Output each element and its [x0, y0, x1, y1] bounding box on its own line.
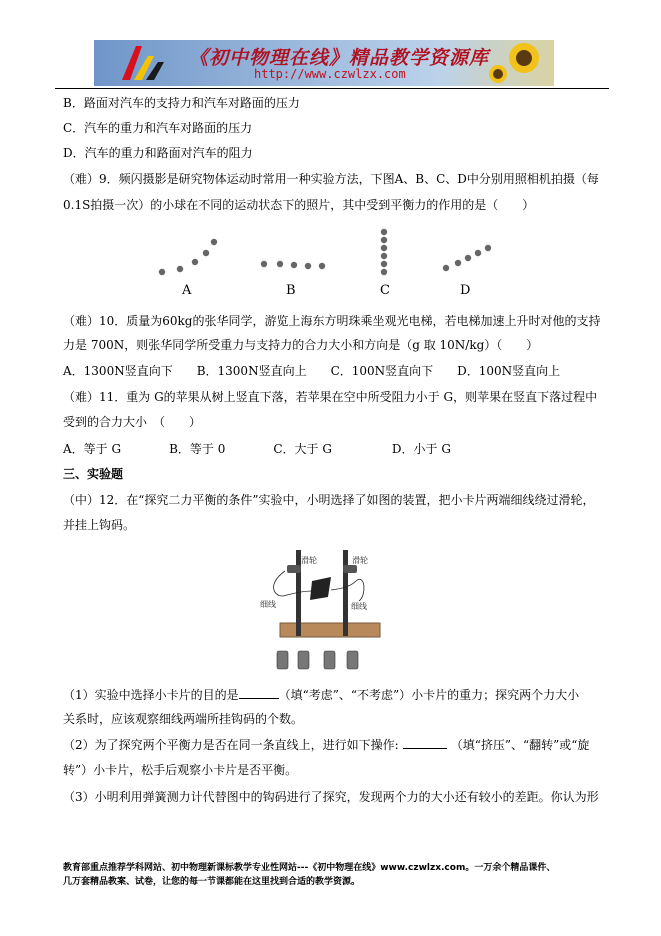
- blank-2: [403, 748, 447, 749]
- figure-q9: [150, 222, 500, 298]
- part-1-prefix: （1）实验中选择小卡片的目的是: [63, 688, 239, 702]
- question-11-options: A．等于 G B．等于 0 C．大于 G D．小于 G: [63, 442, 451, 456]
- question-10-options: A．1300N竖直向下 B．1300N竖直向上 C．100N竖直向下 D．100N竖直向上: [63, 364, 561, 378]
- part-2-suffix: （填“挤压”、“翻转”或“旋: [450, 738, 590, 752]
- header-banner: [94, 40, 554, 86]
- question-11-line2: 受到的合力大小 （ ）: [63, 415, 202, 429]
- string-right-label: 细线: [351, 602, 367, 611]
- right-rod: [343, 550, 348, 636]
- footer-line1: 教育部重点推荐学科网站、初中物理新课标教学专业性网站---《初中物理在线》www.czwlzx.com。一万余个精品课件、: [63, 863, 556, 873]
- paper-card: [310, 577, 331, 600]
- motion-b: [261, 261, 325, 269]
- label-a: A: [182, 283, 192, 298]
- label-c: C: [380, 283, 390, 298]
- motion-a: [159, 239, 217, 275]
- logo-icon: [114, 40, 174, 86]
- pulley-right-label: 滑轮: [352, 556, 368, 565]
- blank-1: [239, 698, 279, 699]
- section-heading: 三、实验题: [63, 467, 124, 481]
- label-d: D: [460, 283, 471, 298]
- header-rule: [55, 88, 609, 89]
- motion-c: [381, 229, 387, 275]
- part-2-line2: 转”）小卡片，松手后观察小卡片是否平衡。: [63, 763, 298, 777]
- left-string: [274, 571, 312, 596]
- footer-line2: 几万套精品教案、试卷，让您的每一节课都能在这里找到合适的教学资源。: [63, 877, 361, 887]
- question-10-line1: （难）10．质量为60kg的张华同学，游览上海东方明珠乘坐观光电梯，若电梯加速上升时对他的支持: [63, 314, 601, 328]
- question-9-line2: 0.1S拍摄一次）的小球在不同的运动状态下的照片，其中受到平衡力的作用的是（ ）: [63, 198, 535, 212]
- hook-weights-icon: [277, 651, 358, 669]
- question-11-line1: （难）11．重为 G的苹果从树上竖直下落，若苹果在空中所受阻力小于 G，则苹果在竖直下落过程中: [63, 390, 598, 404]
- part-3-line1: （3）小明利用弹簧测力计代替图中的钩码进行了探究，发现两个力的大小还有较小的差距。你认为形: [63, 790, 599, 804]
- label-b: B: [286, 283, 296, 298]
- motion-d: [443, 245, 491, 271]
- part-2-prefix: （2）为了探究两个平衡力是否在同一条直线上，进行如下操作:: [63, 738, 399, 752]
- part-1-line1: [63, 687, 579, 703]
- option-c-line: C．汽车的重力和汽车对路面的压力: [63, 121, 253, 135]
- banner-title: 《初中物理在线》精品教学资源库: [189, 47, 490, 69]
- pulley-left-label: 滑轮: [301, 556, 317, 565]
- part-1-suffix: （填“考虑”、“不考虑”）小卡片的重力；探究两个力大小: [278, 688, 580, 702]
- right-pulley-icon: [343, 565, 357, 573]
- question-12-line2: 并挂上钩码。: [63, 518, 136, 532]
- figure-q12-apparatus: [255, 545, 385, 675]
- option-b-line: B．路面对汽车的支持力和汽车对路面的压力: [63, 96, 300, 110]
- part-1-line2: 关系时，应该观察细线两端所挂钩码的个数。: [63, 712, 304, 726]
- string-left-label: 细线: [260, 600, 276, 609]
- question-10-line2: 力是 700N，则张华同学所受重力与支持力的合力大小和方向是（g 取 10N/kg）（ ）: [63, 338, 539, 352]
- sunflower-icon: [484, 40, 554, 86]
- question-9-line1: （难）9．频闪摄影是研究物体运动时常用一种实验方法，下图A、B、C、D中分别用照相机拍摄（每: [63, 172, 599, 186]
- left-pulley-icon: [287, 565, 301, 573]
- banner-url[interactable]: http://www.czwlzx.com: [254, 67, 406, 81]
- wooden-base: [280, 623, 380, 637]
- footer: [63, 861, 603, 889]
- option-d-line: D．汽车的重力和路面对汽车的阻力: [63, 146, 253, 160]
- question-12-line1: （中）12．在“探究二力平衡的条件”实验中，小明选择了如图的装置，把小卡片两端细线绕过滑轮，: [63, 493, 595, 507]
- part-2-line1: [63, 737, 589, 753]
